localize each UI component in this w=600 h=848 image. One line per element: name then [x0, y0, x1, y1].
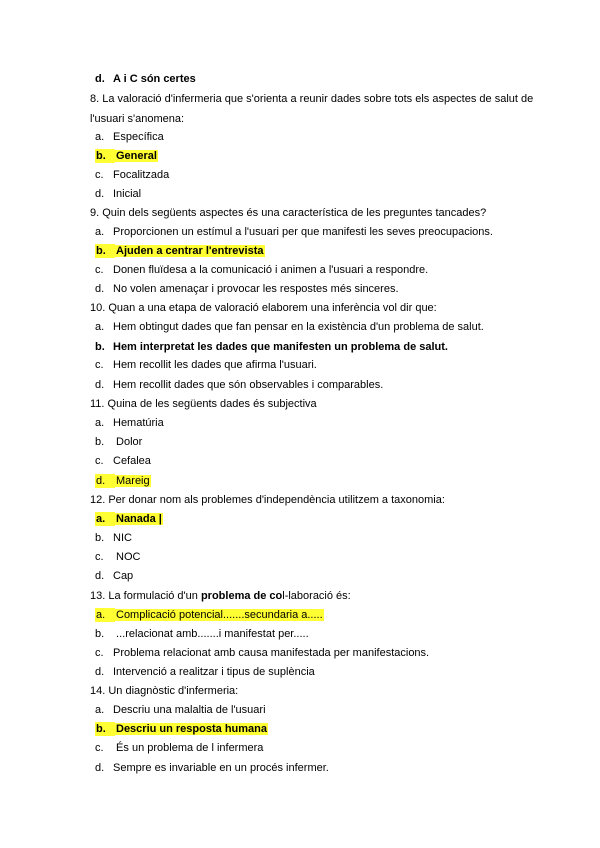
- option-text: Proporcionen un estímul a l'usuari per que manifesti les seves preocupacions.: [113, 226, 493, 238]
- option-text: Cap: [113, 570, 134, 582]
- option-text: Intervenció a realitzar i tipus de suplència: [113, 666, 315, 678]
- option-marker: a.: [95, 704, 105, 716]
- answer-option: [95, 416, 164, 430]
- answer-option: [95, 340, 448, 354]
- option-text: Dolor: [113, 436, 143, 448]
- option-marker: d.: [95, 73, 105, 85]
- option-text: ...relacionat amb.......i manifestat per.....: [113, 628, 309, 640]
- answer-option: [95, 531, 132, 545]
- option-marker: d.: [95, 283, 105, 295]
- option-text: Problema relacionat amb causa manifestada per manifestacions.: [113, 647, 430, 659]
- answer-option: [95, 646, 429, 660]
- highlighted-answer-text: Nanada |: [116, 513, 162, 525]
- question-text: 11. Quina de les següents dades és subjectiva: [90, 398, 317, 410]
- option-marker: d.: [95, 762, 105, 774]
- option-marker: a.: [95, 131, 105, 143]
- option-marker: c.: [95, 551, 104, 563]
- highlighted-answer-text: Descriu un resposta humana: [116, 723, 267, 735]
- question-text-part: 13. La formulació d'un: [90, 590, 201, 602]
- option-marker: b.: [95, 149, 115, 163]
- option-marker: c.: [95, 264, 104, 276]
- answer-option: [95, 282, 399, 296]
- option-text: Sempre es invariable en un procés infermer.: [113, 762, 329, 774]
- question-text: 10. Quan a una etapa de valoració elaborem una inferència vol dir que:: [90, 302, 437, 314]
- answer-option: [95, 722, 268, 736]
- answer-option: [95, 627, 309, 641]
- option-text: Hem interpretat les dades que manifesten un problema de salut.: [113, 341, 448, 353]
- option-marker: c.: [95, 359, 104, 371]
- answer-option: [95, 72, 196, 86]
- answer-option: [95, 665, 315, 679]
- option-text: Focalitzada: [113, 169, 170, 181]
- answer-option: [95, 187, 141, 201]
- option-text: Específica: [113, 131, 164, 143]
- highlighted-answer-text: Ajuden a centrar l'entrevista: [116, 245, 264, 257]
- option-text: Cefalea: [113, 455, 151, 467]
- answer-option: [95, 378, 383, 392]
- option-text: Donen fluïdesa a la comunicació i animen a l'usuari a respondre.: [113, 264, 429, 276]
- option-marker: c.: [95, 742, 104, 754]
- question-text: [90, 589, 351, 603]
- option-marker: a.: [95, 417, 105, 429]
- answer-option: [95, 358, 317, 372]
- option-marker: a.: [95, 512, 115, 526]
- option-text: NOC: [113, 551, 141, 563]
- option-text: És un problema de l infermera: [113, 742, 264, 754]
- question-text-part: l-laboració és:: [282, 590, 351, 602]
- question-text: 8. La valoració d'infermeria que s'orienta a reunir dades sobre tots els aspectes de salut de: [90, 93, 534, 105]
- option-text: Inicial: [113, 188, 142, 200]
- answer-option: [95, 741, 263, 755]
- question-text-part: problema de co: [200, 590, 283, 602]
- option-text: Hem recollit dades que són observables i comparables.: [113, 379, 384, 391]
- option-marker: b.: [95, 341, 105, 353]
- answer-option: [95, 149, 158, 163]
- answer-option: [95, 263, 428, 277]
- answer-option: [95, 474, 151, 488]
- question-text: 14. Un diagnòstic d'infermeria:: [90, 685, 239, 697]
- answer-option: [95, 512, 163, 526]
- question-text: 12. Per donar nom als problemes d'independència utilitzem a taxonomia:: [90, 494, 445, 506]
- answer-option: [95, 225, 493, 239]
- question-text: l'usuari s'anomena:: [90, 113, 185, 125]
- option-marker: d.: [95, 666, 105, 678]
- answer-option: [95, 703, 266, 717]
- question-text: 9. Quin dels següents aspectes és una característica de les preguntes tancades?: [90, 207, 487, 219]
- option-text: NIC: [113, 532, 132, 544]
- option-marker: c.: [95, 647, 104, 659]
- option-marker: d.: [95, 188, 105, 200]
- option-text: Hematúria: [113, 417, 164, 429]
- option-marker: a.: [95, 608, 115, 622]
- option-text: Hem obtingut dades que fan pensar en la existència d'un problema de salut.: [113, 321, 484, 333]
- option-marker: b.: [95, 244, 115, 258]
- option-marker: a.: [95, 321, 105, 333]
- option-marker: d.: [95, 379, 105, 391]
- option-marker: c.: [95, 455, 104, 467]
- answer-option: [95, 130, 164, 144]
- option-marker: b.: [95, 532, 105, 544]
- highlighted-answer-text: Complicació potencial.......secundaria a.....: [116, 609, 323, 621]
- option-text: Hem recollit les dades que afirma l'usuari.: [113, 359, 317, 371]
- answer-option: [95, 569, 133, 583]
- answer-option: [95, 244, 265, 258]
- option-marker: b.: [95, 436, 105, 448]
- answer-option: [95, 435, 142, 449]
- option-marker: b.: [95, 628, 105, 640]
- option-marker: c.: [95, 169, 104, 181]
- option-marker: a.: [95, 226, 105, 238]
- option-marker: d.: [95, 474, 115, 488]
- option-text: A i C són certes: [113, 73, 196, 85]
- answer-option: [95, 761, 329, 775]
- highlighted-answer-text: General: [116, 150, 157, 162]
- answer-option: [95, 550, 141, 564]
- answer-option: [95, 320, 484, 334]
- answer-option: [95, 168, 169, 182]
- option-marker: b.: [95, 722, 115, 736]
- option-text: No volen amenaçar i provocar les respostes més sinceres.: [113, 283, 399, 295]
- highlighted-answer-text: Mareig: [116, 475, 150, 487]
- option-marker: d.: [95, 570, 105, 582]
- answer-option: [95, 608, 324, 622]
- option-text: Descriu una malaltia de l'usuari: [113, 704, 266, 716]
- answer-option: [95, 454, 151, 468]
